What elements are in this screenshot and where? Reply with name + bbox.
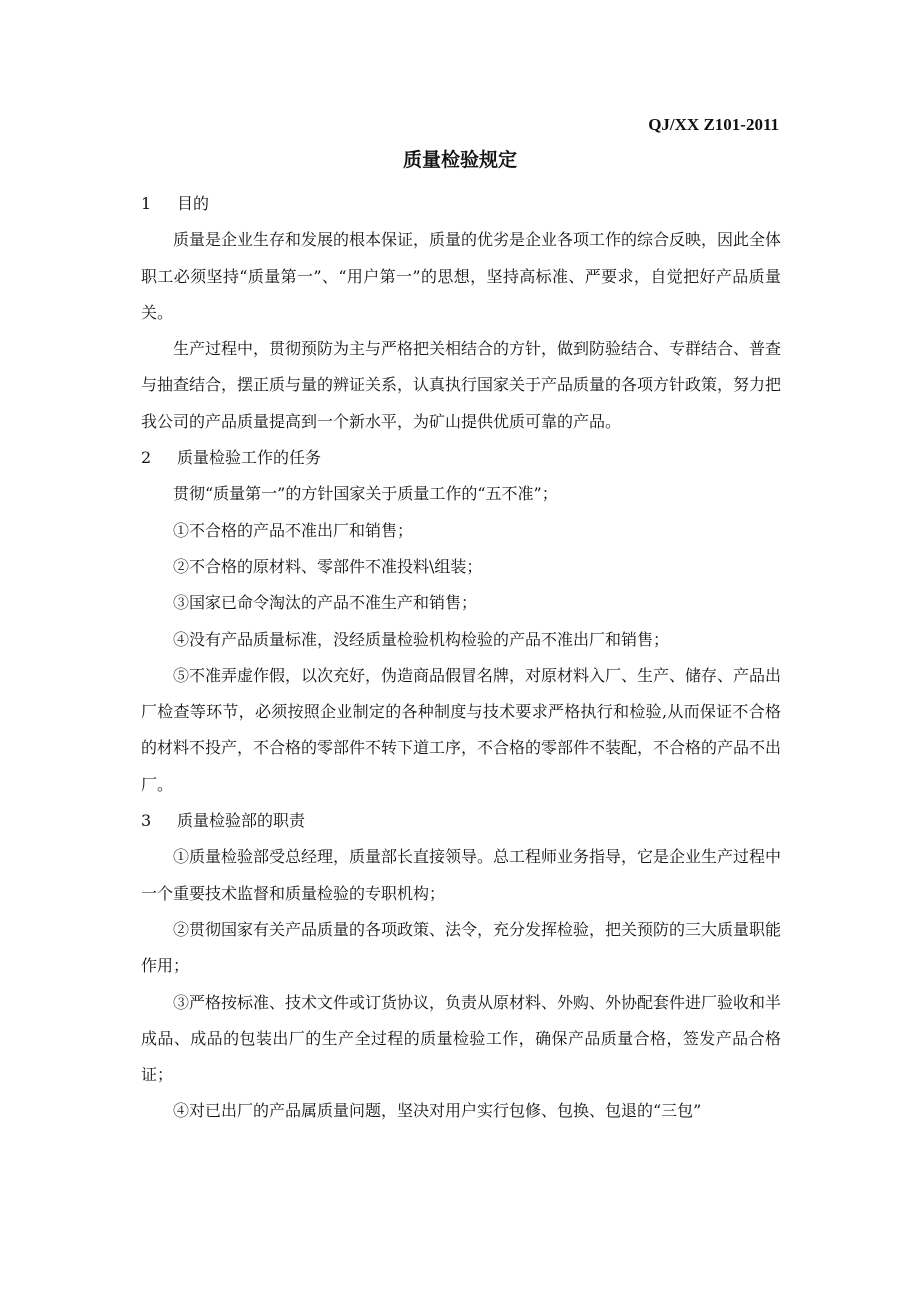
list-item: ①不合格的产品不准出厂和销售； [173,520,414,540]
section-title: 目的 [177,194,210,213]
list-item: ②不合格的原材料、零部件不准投料\组装； [173,556,483,576]
list-item: ③国家已命令淘汰的产品不准生产和销售； [173,593,478,613]
paragraph: 生产过程中，贯彻预防为主与严格把关相结合的方针，做到防验结合、专群结合、普查与抽查结合，摆正质与量的辨证关系，认真执行国家关于产品质量的各项方针政策，努力把我公司的产品质量提高到一个新水平，为矿山提供优质可靠的产品。 [141,339,782,431]
section-number: 1 [141,194,152,213]
list-item: ③严格按标准、技术文件或订货协议，负责从原材料、外购、外协配套件进厂验收和半成品、成品的包装出厂的生产全过程的质量检验工作，确保产品质量合格，签发产品合格证； [141,992,782,1085]
section-title: 质量检验工作的任务 [177,448,322,468]
list-item: ④对已出厂的产品属质量问题，坚决对用户实行包修、包换、包退的“三包” [173,1101,702,1121]
section-number: 3 [141,811,152,831]
document-body [141,186,781,1130]
section-purpose [141,186,781,440]
section-inspection-tasks [141,440,781,803]
paragraph: 贯彻“质量第一”的方针国家关于质量工作的“五不准”； [173,484,558,504]
section-heading [141,803,781,839]
paragraph: 质量是企业生存和发展的根本保证，质量的优劣是企业各项工作的综合反映，因此全体职工必须坚持“质量第一”、“用户第一”的思想，坚持高标准、严要求，自觉把好产品质量关。 [141,230,782,322]
list-item: ②贯彻国家有关产品质量的各项政策、法令，充分发挥检验，把关预防的三大质量职能作用； [141,919,782,976]
list-item: ①质量检验部受总经理，质量部长直接领导。总工程师业务指导，它是企业生产过程中一个重要技术监督和质量检验的专职机构； [141,847,782,903]
section-heading [141,186,781,222]
section-heading [141,440,781,476]
list-item: ⑤不准弄虚作假，以次充好，伪造商品假冒名牌，对原材料入厂、生产、储存、产品出厂检查等环节，必须按照企业制定的各种制度与技术要求严格执行和检验,从而保证不合格的材料不投产，不合格的零部件不转下道工序，不合格的零部件不装配，不合格的产品不出厂。 [141,665,782,794]
section-number: 2 [141,448,152,468]
section-title: 质量检验部的职责 [177,811,306,831]
document-title: 质量检验规定 [402,149,517,171]
section-department-duties [141,803,781,1130]
document-code: QJ/XX Z101-2011 [648,115,779,134]
list-item: ④没有产品质量标准，没经质量检验机构检验的产品不准出厂和销售； [173,629,670,649]
